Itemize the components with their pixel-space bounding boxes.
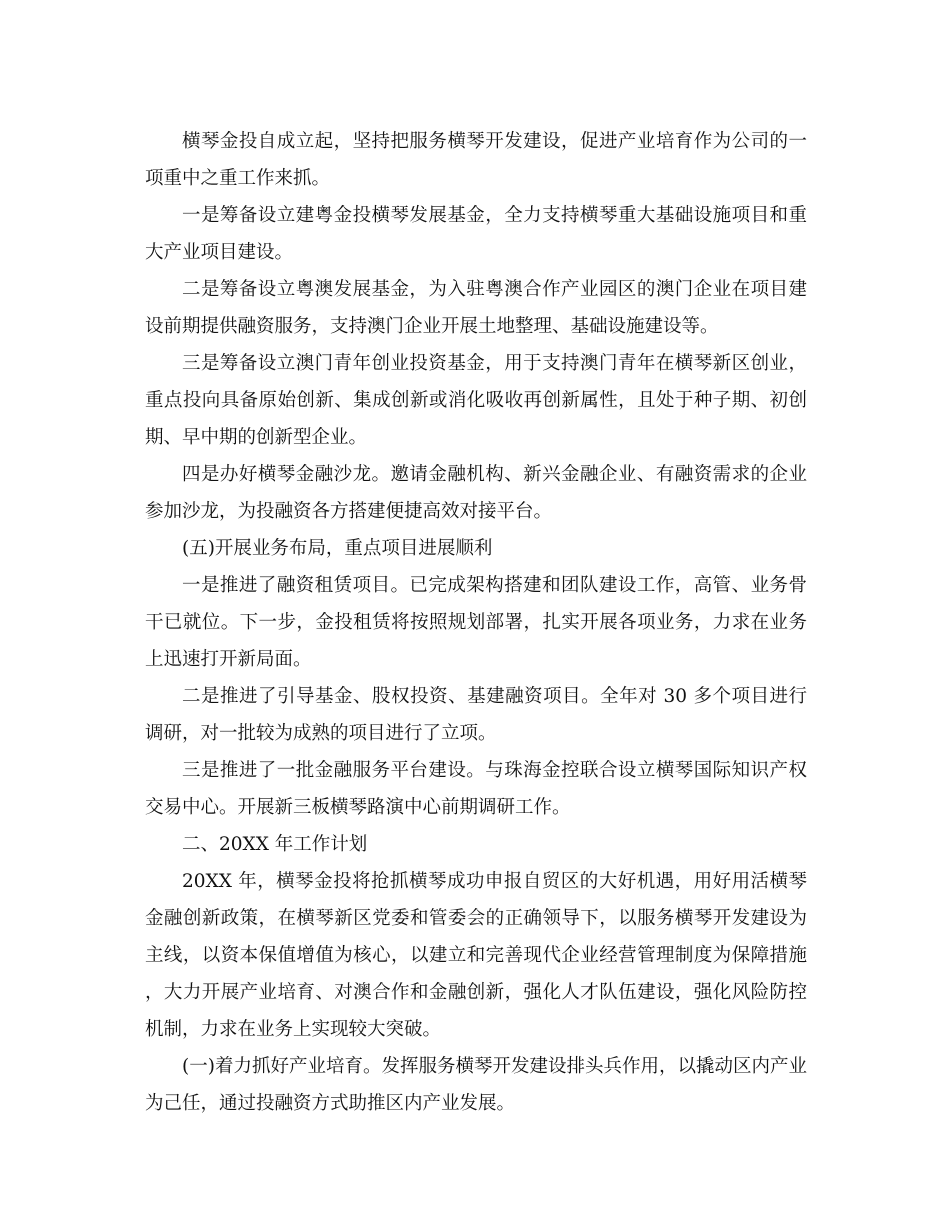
paragraph-item-3: 三是筹备设立澳门青年创业投资基金，用于支持澳门青年在横琴新区创业，重点投向具备原始创新、集成创新或消化吸收再创新属性，且处于种子期、初创期、早中期的创新型企业。 <box>145 353 807 448</box>
paragraph-funds: 二是推进了引导基金、股权投资、基建融资项目。全年对 30 多个项目进行调研，对一批较为成熟的项目进行了立项。 <box>145 686 807 744</box>
paragraph-intro: 横琴金投自成立起，坚持把服务横琴开发建设，促进产业培育作为公司的一项重中之重工作来抓。 <box>145 131 807 189</box>
paragraph-platforms: 三是推进了一批金融服务平台建设。与珠海金控联合设立横琴国际知识产权交易中心。开展新三板横琴路演中心前期调研工作。 <box>145 760 807 818</box>
paragraph-plan: 20XX 年，横琴金投将抢抓横琴成功申报自贸区的大好机遇，用好用活横琴金融创新政策，在横琴新区党委和管委会的正确领导下，以服务横琴开发建设为主线，以资本保值增值为核心，以建立和完善现代企业经营管理制度为保障措施，大力开展产业培育、对澳合作和金融创新，强化人才队伍建设，强化风险防控机制，力求在业务上实现较大突破。 <box>145 871 807 1040</box>
paragraph-item-1: 一是筹备设立建粤金投横琴发展基金，全力支持横琴重大基础设施项目和重大产业项目建设。 <box>145 205 807 263</box>
section-heading-5: (五)开展业务布局，重点项目进展顺利 <box>182 538 493 559</box>
section-heading-plan: 二、20XX 年工作计划 <box>182 834 368 855</box>
paragraph-item-2: 二是筹备设立粤澳发展基金，为入驻粤澳合作产业园区的澳门企业在项目建设前期提供融资服务，支持澳门企业开展土地整理、基础设施建设等。 <box>145 279 807 337</box>
paragraph-item-4: 四是办好横琴金融沙龙。邀请金融机构、新兴金融企业、有融资需求的企业参加沙龙，为投融资各方搭建便捷高效对接平台。 <box>145 464 807 522</box>
paragraph-industry: (一)着力抓好产业培育。发挥服务横琴开发建设排头兵作用，以撬动区内产业为己任，通过投融资方式助推区内产业发展。 <box>145 1056 807 1114</box>
document-body <box>145 123 807 1122</box>
paragraph-leasing: 一是推进了融资租赁项目。已完成架构搭建和团队建设工作，高管、业务骨干已就位。下一步，金投租赁将按照规划部署，扎实开展各项业务，力求在业务上迅速打开新局面。 <box>145 575 807 670</box>
